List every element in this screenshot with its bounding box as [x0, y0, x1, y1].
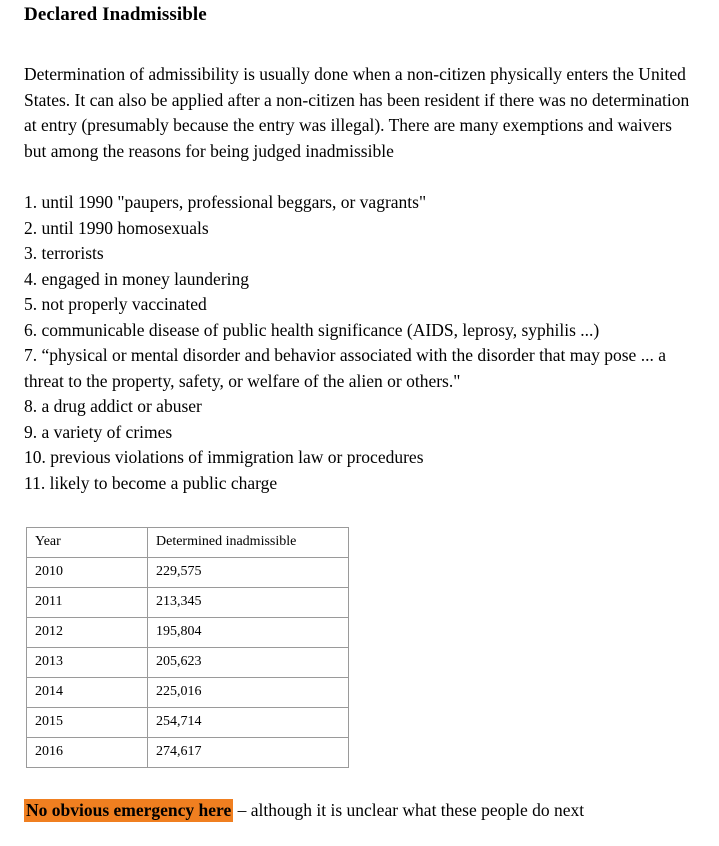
list-item: 4. engaged in money laundering [24, 268, 250, 289]
table-row [27, 708, 349, 738]
cell-count: 195,804 [148, 618, 349, 648]
cell-year: 2014 [27, 678, 148, 708]
intro-paragraph: Determination of admissibility is usually done when a non-citizen physically enters the United States. It can also be applied after a non-citizen has been resident if there was no determination at entry (presumably because the entry was illegal). There are many exemptions and waivers but among the reasons for being judged inadmissible [24, 64, 690, 161]
cell-year: 2012 [27, 618, 148, 648]
cell-count: 254,714 [148, 708, 349, 738]
cell-count: 205,623 [148, 648, 349, 678]
highlighted-text: No obvious emergency here [26, 800, 232, 820]
list-item: 9. a variety of crimes [24, 421, 173, 442]
table-row [27, 648, 349, 678]
list-item: 11. likely to become a public charge [24, 472, 278, 493]
list-item: 8. a drug addict or abuser [24, 396, 202, 416]
table-body [27, 558, 349, 768]
footnote-rest: – although it is unclear what these people do next [233, 800, 585, 820]
cell-year: 2011 [27, 588, 148, 618]
list-item: 3. terrorists [24, 243, 104, 263]
column-header-determined-inadmissible: Determined inadmissible [148, 528, 349, 558]
reasons-list [24, 164, 695, 496]
list-item: 7. “physical or mental disorder and behavior associated with the disorder that may pose ... a threat to the property, safety, or welfare of the alien or others." [24, 345, 666, 391]
cell-count: 225,016 [148, 678, 349, 708]
inadmissible-table [26, 527, 349, 768]
table-row [27, 528, 349, 558]
list-item: 2. until 1990 homosexuals [24, 217, 209, 238]
table-row [27, 738, 349, 768]
page-title: Declared Inadmissible [24, 4, 207, 25]
cell-year: 2016 [27, 738, 148, 768]
list-item: 1. until 1990 "paupers, professional beggars, or vagrants" [24, 192, 427, 212]
list-item: 6. communicable disease of public health significance (AIDS, leprosy, syphilis ...) [24, 319, 600, 340]
cell-year: 2010 [27, 558, 148, 588]
table-row [27, 558, 349, 588]
table-row [27, 618, 349, 648]
table-row [27, 678, 349, 708]
list-item: 5. not properly vaccinated [24, 294, 207, 314]
cell-count: 229,575 [148, 558, 349, 588]
column-header-year: Year [27, 528, 148, 558]
cell-count: 274,617 [148, 738, 349, 768]
footnote [24, 768, 695, 824]
cell-count: 213,345 [148, 588, 349, 618]
cell-year: 2013 [27, 648, 148, 678]
cell-year: 2015 [27, 708, 148, 738]
list-item: 10. previous violations of immigration law or procedures [24, 447, 424, 467]
table-row [27, 588, 349, 618]
table-header [27, 528, 349, 558]
